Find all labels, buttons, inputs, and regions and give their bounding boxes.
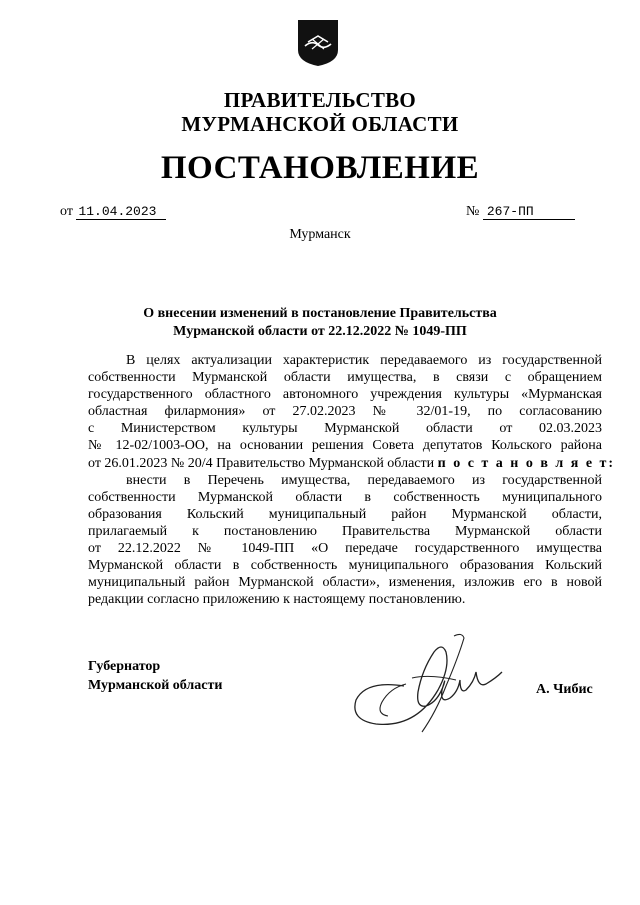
handwritten-signature bbox=[346, 628, 506, 738]
city-name: Мурманск bbox=[289, 227, 351, 242]
body-line: собственности Мурманской области в собственность муниципального bbox=[88, 489, 602, 505]
body-line: внести в Перечень имущества, передаваемого из государственной bbox=[126, 472, 602, 488]
body-line: государственного областного автономного учреждения культуры «Мурманская bbox=[88, 387, 602, 403]
signatory-title-line1: Губернатор bbox=[88, 659, 161, 674]
body-line: собственности Мурманской области имущества, в связи с обращением bbox=[88, 370, 602, 386]
document-number bbox=[466, 204, 575, 220]
number-prefix: № bbox=[466, 204, 480, 219]
body-line: муниципальный район Мурманской области», изменения, изложив его в новой bbox=[88, 575, 602, 591]
body-line: образования Кольский муниципальный район Мурманской области, bbox=[88, 506, 602, 522]
signatory-title-line2: Мурманской области bbox=[88, 678, 223, 693]
decree-word: п о с т а н о в л я е т: bbox=[437, 455, 616, 471]
body-line: В целях актуализации характеристик передаваемого из государственной bbox=[126, 353, 602, 368]
date-prefix: от bbox=[60, 204, 73, 219]
subject-line2: Мурманской области от 22.12.2022 № 1049-ПП bbox=[173, 324, 467, 339]
government-title-line2: МУРМАНСКОЙ ОБЛАСТИ bbox=[181, 112, 459, 136]
body-line: от 26.01.2023 № 20/4 Правительство Мурманской области bbox=[88, 455, 435, 471]
body-line: прилагаемый к постановлению Правительства Мурманской области bbox=[88, 523, 602, 539]
decree-body bbox=[88, 352, 616, 608]
coat-of-arms-icon bbox=[296, 18, 340, 68]
government-title-line1: ПРАВИТЕЛЬСТВО bbox=[223, 88, 417, 112]
body-line: редакции согласно приложению к настоящему постановлению. bbox=[88, 592, 466, 608]
body-line: с Министерством культуры Мурманской области от 02.03.2023 bbox=[88, 421, 602, 437]
signatory-name: А. Чибис bbox=[536, 682, 593, 697]
subject-line1: О внесении изменений в постановление Правительства bbox=[143, 306, 497, 321]
document-type-heading: ПОСТАНОВЛЕНИЕ bbox=[160, 150, 480, 186]
body-line: от 22.12.2022 № 1049-ПП «О передаче государственного имущества bbox=[88, 541, 602, 557]
body-line: Мурманской области в собственность муниципального образования Кольский bbox=[88, 558, 602, 574]
body-line: областная филармония» от 27.02.2023 № 32/01-19, по согласованию bbox=[88, 404, 602, 420]
body-line: № 12-02/1003-ОО, на основании решения Совета депутатов Кольского района bbox=[88, 438, 602, 454]
document-date bbox=[60, 204, 166, 220]
number-value: 267-ПП bbox=[483, 204, 575, 220]
body-line-with-decree bbox=[88, 455, 616, 472]
date-value: 11.04.2023 bbox=[76, 204, 166, 220]
signatory-title bbox=[88, 657, 222, 695]
